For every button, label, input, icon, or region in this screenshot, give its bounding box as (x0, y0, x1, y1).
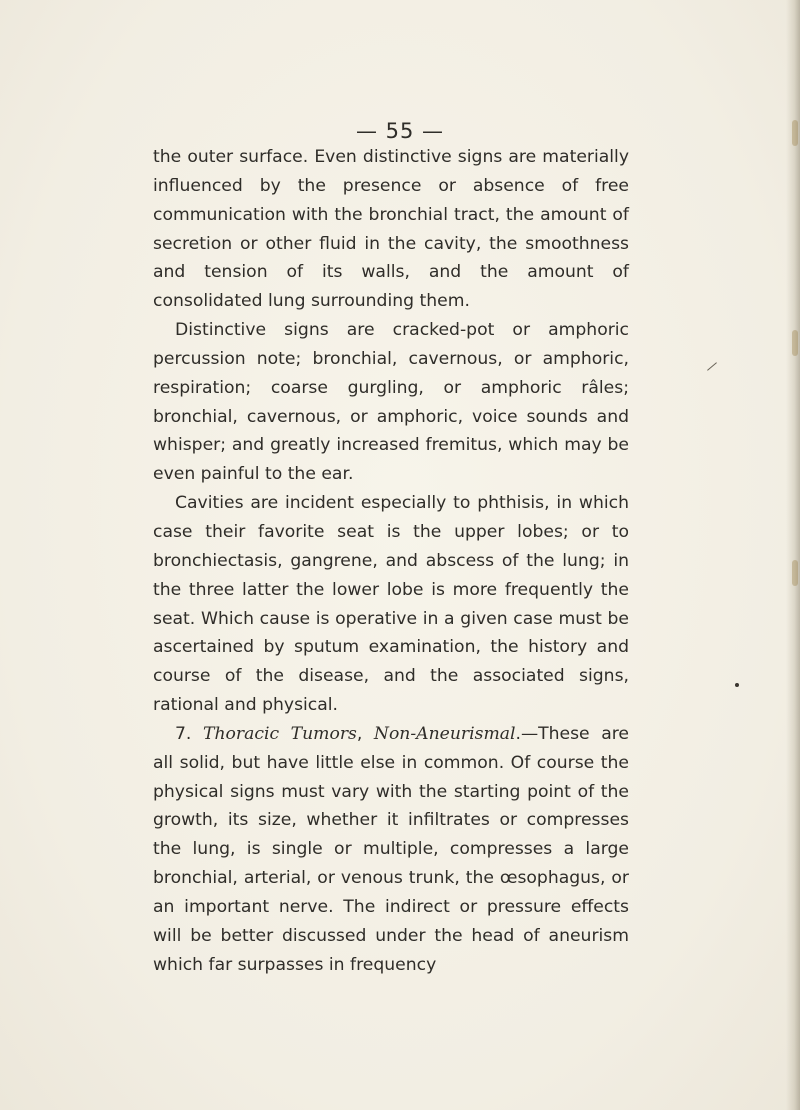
section-heading-non-aneurismal: Non-Aneurismal (373, 723, 516, 744)
page-number: — 55 — (355, 119, 445, 143)
body-text (153, 143, 629, 979)
paragraph-thoracic-tumors (153, 720, 629, 980)
paragraph-cavities: Cavities are incident especially to phthisis, in which case their favorite seat is the upper lobes; or to bronchiectasis, gangrene, and abscess of the lung; in the three latter the lower lobe is more frequently the seat. Which cause is operative in a given case must be ascertained by sputum examination, the history and course of the disease, and the associated signs, rational and physical. (153, 493, 629, 716)
heading-separator: , (356, 723, 374, 744)
page-edge-shadow (786, 0, 800, 1110)
ink-dot (735, 683, 739, 687)
edge-stain (792, 560, 798, 586)
section-body: .—These are all solid, but have little else in common. Of course the physical signs must vary with the starting point of the growth, its size, whether it infiltrates or compresses the lung, is single or multiple, compresses a large bronchial, arterial, or venous trunk, the œsophagus, or an important nerve. The indirect or pressure effects will be better discussed under the head of aneurism which far surpasses in frequency (153, 723, 629, 975)
edge-stain (792, 330, 798, 356)
paragraph-distinctive-signs: Distinctive signs are cracked-pot or amphoric percussion note; bronchial, cavernous, or amphoric, respiration; coarse gurgling, or amphoric râles; bronchial, cavernous, or amphoric, voice sounds and whisper; and greatly increased fremitus, which may be even painful to the ear. (153, 320, 629, 485)
section-heading-thoracic-tumors: Thoracic Tumors (202, 723, 357, 744)
section-number: 7. (175, 723, 192, 744)
pencil-mark (707, 362, 717, 370)
paragraph-continuation: the outer surface. Even distinctive signs are materially influenced by the presence or absence of free communication with the bronchial tract, the amount of secretion or other fluid in the cavity, the smoothness and tension of its walls, and the amount of consolidated lung surrounding them. (153, 147, 629, 312)
